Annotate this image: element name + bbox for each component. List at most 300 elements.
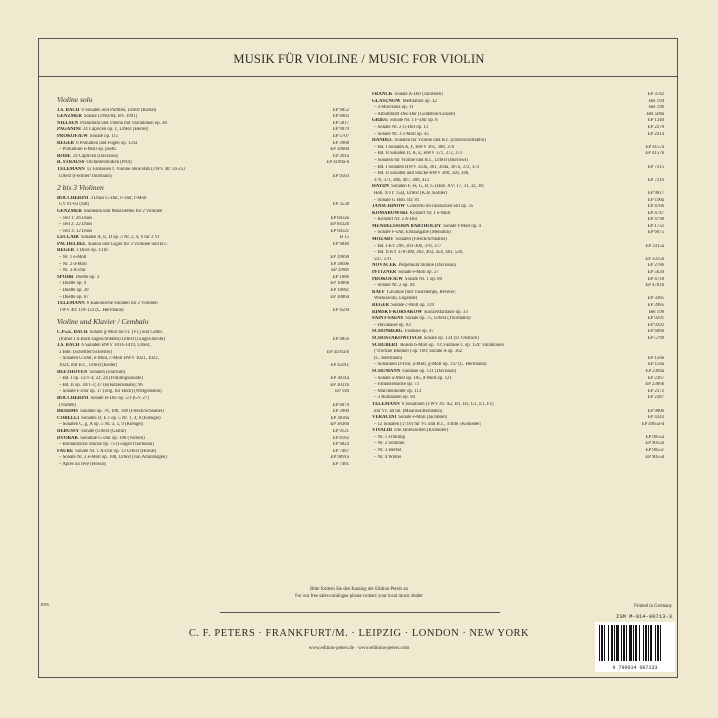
edition-number [660, 171, 664, 178]
work-title: Sonaten (Joachim) [89, 369, 126, 375]
edition-number: EP 9055d [645, 454, 664, 460]
work-title: – Sonate Nr. 2 op. 94 [374, 283, 415, 289]
catalogue-entry [372, 329, 664, 336]
edition-number: EP 1732 [647, 223, 664, 229]
work-title: Sonaten (Flesch/Schnabel) [395, 237, 447, 243]
work-title: – Teil 3: 12 Duos [59, 228, 93, 234]
work-title: 3 Duos op. 131b [76, 248, 108, 254]
catalogue-entry [372, 99, 664, 106]
edition-number: EP 4718 [647, 276, 664, 282]
barcode-bar [645, 625, 647, 661]
catalogue-entry [372, 428, 664, 435]
work-title: Präludium und Thema mit Variationen op. 48 [80, 120, 167, 126]
catalogue-entry [57, 436, 349, 443]
edition-number: EP 3969e [330, 261, 349, 267]
edition-number [345, 356, 349, 363]
edition-number: EP 4591c [330, 362, 349, 368]
work-title: 6 Sonaten und Partiten, Urtext (Rostal) [81, 107, 157, 113]
edition-number: EP 7487 [332, 448, 349, 454]
edition-number: EP 3031a [330, 376, 349, 382]
edition-number: EP 9846 [332, 241, 349, 247]
edition-number: Bel 194 [648, 98, 664, 104]
work-title: – Romantische Stücke op. 75 (Guigel/Thormann) [59, 442, 154, 448]
edition-number: EP 1086 [332, 274, 349, 280]
edition-number: EP 8162 [332, 435, 349, 441]
catalogue-note-english: For our free sales-catalogue please contact your local music dealer [295, 594, 423, 599]
work-title: Sonate op. 75, Urtext (Thormann) [405, 316, 471, 322]
catalogue-entry [57, 121, 349, 128]
barcode-bar [601, 625, 603, 661]
catalogue-entry [372, 277, 664, 284]
catalogue-entry [57, 268, 349, 275]
work-title: – Nr. 2 d-Moll [59, 261, 87, 267]
catalogue-entry [57, 147, 349, 154]
catalogue-entry [57, 216, 349, 223]
edition-number: EP 8432c [330, 228, 349, 234]
catalogue-entry [57, 108, 349, 115]
catalogue-entry [372, 296, 664, 303]
work-title: Duette op. 3 [75, 274, 100, 280]
work-title: Rondo h-Moll op. 70; Fantasie C op. 159; Variationen [400, 342, 504, 348]
edition-number: EP 3315b [645, 256, 664, 262]
work-title: Sonate op. 134 (D. Oistrach) [423, 335, 479, 341]
catalogue-entry [372, 132, 664, 139]
edition-number: EP 9055b [645, 441, 664, 447]
composer: FAURÉ [57, 448, 74, 454]
catalogue-entry [57, 383, 349, 390]
catalogue-entry [372, 409, 664, 416]
catalogue-entry [372, 105, 664, 112]
composer: BOCCHERINI [57, 395, 89, 401]
catalogue-entry [57, 248, 349, 255]
composer: TELEMANN [372, 401, 400, 407]
catalogue-entry [372, 336, 664, 343]
work-title: – Märchenbilder op. 113 [374, 388, 422, 394]
edition-number [345, 301, 349, 308]
work-title: Sonate e-Moll op. 27 [398, 270, 439, 276]
work-title: Fantasie op. 47 [404, 329, 434, 335]
ism-number: ISM M-014-00713-3 [615, 613, 672, 620]
composer: PFITZNER [372, 270, 397, 276]
barcode-bar [604, 625, 605, 661]
work-title: – Sonaten C, g, A op. 5 Nr. 3, 5, 9 (Klengel) [59, 422, 144, 428]
work-title: – Après un rêve (Howat) [59, 461, 107, 467]
catalogue-entry [372, 112, 664, 119]
composer: GLASUNOW [372, 98, 401, 104]
section-heading: Violine und Klavier / Cembalo [57, 317, 149, 327]
work-title: – Albumblatt Des-Dur (Goldstein/Gunzel) [374, 111, 456, 117]
composer: C.Ph.E. BACH [57, 330, 88, 335]
barcode-bar [608, 625, 609, 661]
work-title: – 3 Romanzen op. 94 [374, 395, 415, 401]
barcode-bars-icon [595, 622, 675, 664]
catalogue-entry [372, 217, 664, 224]
work-title: – Bd. II Sonaten und Stücke HWV 288, 358, 368, [374, 171, 470, 177]
composer: GRIEG [372, 118, 388, 124]
catalogue-entry [372, 455, 664, 462]
work-title: 3 Duos G-Dur, F-Dur, f-Moll [90, 195, 147, 201]
edition-number: EP 9824 [332, 442, 349, 448]
edition-number [345, 396, 349, 403]
catalogue-entry [372, 204, 664, 211]
work-title: – Nr. 4 Winter [374, 454, 402, 460]
work-title: – Duette op. 9 [59, 281, 87, 287]
composer: J.S. BACH [57, 107, 80, 113]
edition-number: Bel 198 [648, 309, 664, 315]
edition-number: EP 3836b [330, 422, 349, 428]
work-title: Sonaten op. 78, 100, 108 (Flesch/Schnabel) [80, 409, 164, 415]
catalogue-entry [372, 92, 664, 99]
catalogue-entry [372, 158, 664, 165]
work-title: – Bd. I KV 296, 301-306, 376, 377 [374, 243, 442, 249]
barcode-bar [626, 625, 627, 661]
edition-number: EP 4157a [645, 144, 664, 150]
catalogue-entry [372, 389, 664, 396]
edition-number: EP 3968 [332, 140, 349, 146]
edition-number: EP 9055a [645, 434, 664, 440]
edition-number: EP 6075 [647, 230, 664, 236]
catalogue-entry [372, 415, 664, 422]
composer: PROKOFJEW [372, 276, 403, 282]
barcode-bar [614, 625, 615, 661]
catalogue-entry [372, 310, 664, 317]
catalogue-entry [372, 316, 664, 323]
barcode-bar [648, 625, 649, 661]
catalogue-entry [372, 435, 664, 442]
catalogue-note-german: Bitte fordern Sie den Katalog der Edition Peters an [310, 587, 408, 592]
composer: HAYDN [372, 184, 390, 190]
work-title: – Duette op. 67 [59, 294, 89, 300]
edition-number: EP 3968d [330, 147, 349, 153]
composer: SCHUMANN [372, 368, 401, 374]
work-title: – Duette op. 39 [59, 288, 89, 294]
edition-number: EP 3900 [332, 409, 349, 415]
work-title: – Sonate Nr. 2 G-Dur op. 13 [374, 124, 429, 130]
catalogue-entry [372, 145, 664, 152]
composer: PACHELBEL [57, 241, 87, 247]
work-title: Cavatine (mit Vieuxtemps, Rêverie; [386, 289, 456, 295]
composer: CORELLI [57, 415, 80, 421]
catalogue-entry [372, 441, 664, 448]
edition-number: EP 2369a [645, 368, 664, 374]
work-title: – Sonaten G-Dur, e-Moll, c-Moll BWV 1021, 1023, [59, 356, 159, 362]
work-title: – Bd. II op. 30/1-3; 47 (Kreutzersonate); 96 [59, 382, 143, 388]
work-title: – Teil 1: 26 Duos [59, 215, 93, 221]
edition-number: EP 9006 [647, 408, 664, 414]
catalogue-entry [372, 244, 664, 251]
edition-number: EP 3836a [330, 415, 349, 421]
catalogue-entry [57, 242, 349, 249]
work-title: – Sonate F-Dur, Erstausgabe (Menuhin) [374, 230, 451, 236]
work-title: – Sonate Nr. 3 c-Moll op. 45 [374, 131, 429, 137]
title-rule [38, 76, 678, 77]
work-title: Meditation op. 32 [402, 98, 437, 104]
work-title: Sonaten F, es, G, B, G (Hob. XV: 17, 31, 32, 38; [391, 184, 485, 190]
work-title: 24 Capricen op. 1, Urtext (Herrel) [82, 127, 149, 133]
work-title: Sonate (Urtext (Garnir) [81, 428, 127, 434]
composer: RAFF [372, 289, 385, 295]
edition-number [345, 196, 349, 203]
edition-number: EP 4189a-h [326, 160, 349, 166]
edition-number [660, 158, 664, 165]
work-title: Urtext (Fechner/Thormann) [59, 173, 113, 179]
catalogue-entry [57, 202, 349, 209]
catalogue-entry [57, 409, 349, 416]
catalogue-entry [372, 349, 664, 356]
edition-number: EP 9055c [645, 448, 664, 454]
catalogue-entry [57, 442, 349, 449]
catalogue-entry [57, 255, 349, 262]
edition-number [660, 184, 664, 191]
edition-number: EP 281a [333, 153, 349, 159]
work-title: – Bd. I Sonaten A, F, HWV 361, 368, 370 [374, 144, 455, 150]
catalogue-entry [57, 114, 349, 121]
work-title: Sonaten A, E, D op. 3 Nr. 2, 4, 6 für 2 Vl. [80, 235, 161, 241]
edition-number [345, 330, 349, 337]
work-title: 24 Capricen (Davisson) [72, 153, 119, 159]
work-title: – Präludium e-Moll op. posth. [59, 147, 117, 153]
catalogue-entry [57, 455, 349, 462]
work-title: – Bd. II KV 378-380, 402, 403, 454, 481, 526, [374, 250, 464, 256]
work-title: (Vorbeli) [59, 402, 77, 408]
catalogue-entry [57, 356, 349, 363]
edition-number [660, 349, 664, 356]
work-title: 1024, mit B.c., Urtext (Keller) [59, 362, 118, 368]
barcode-bar [616, 625, 619, 661]
work-title: 547, 570 [374, 256, 391, 262]
edition-number: EP 2786 [647, 263, 664, 269]
work-title: – Fantasiestücke op. 73 [374, 382, 420, 388]
catalogue-entry [57, 376, 349, 383]
edition-number: EP 1086c [330, 288, 349, 294]
work-title: 370, 371, 406, 407, 408, 412 [374, 177, 430, 183]
catalogue-entry [57, 196, 349, 203]
catalogue-entry [57, 363, 349, 370]
work-title: Sonaten für Violine und B.c. (Davisson/Ramin) [394, 138, 486, 144]
work-title: – Sonatinen D-Dur, a-Moll, g-Moll op. 137 (C. Herrmann) [374, 362, 487, 368]
catalogue-entry [57, 462, 349, 469]
edition-number: EP 2367 [647, 375, 664, 381]
composer: JANSCHINOW [372, 204, 406, 210]
edition-number: EP 6060 [647, 329, 664, 335]
barcode-bar [635, 625, 637, 661]
barcode-bar [633, 625, 634, 661]
edition-number [345, 209, 349, 216]
catalogue-entry [372, 257, 664, 264]
edition-number: EP 1086d [330, 294, 349, 300]
composer: GENZMER [57, 114, 82, 120]
catalogue-entry [372, 138, 664, 145]
edition-number: EP 9121 [332, 428, 349, 434]
section-heading: Violine solo [57, 95, 93, 104]
composer: KOMAROWSKI [372, 210, 408, 216]
work-title: – Sonate G Hob. III: 81 [374, 197, 420, 203]
work-title: – Sonate a-Moll op. 105, d-Moll op. 121 [374, 375, 452, 381]
edition-number [345, 370, 349, 377]
edition-number [660, 138, 664, 145]
work-title: Sonate g-Moll für Fl. (Vl.) und Cemb. [89, 330, 164, 335]
composer: SCHÖNBERG [372, 329, 403, 335]
catalogue-entry [372, 369, 664, 376]
edition-number: EP 2279 [647, 124, 664, 130]
composer: REGER [57, 140, 75, 146]
edition-number: EP 1086b [330, 281, 349, 287]
barcode [595, 622, 675, 672]
work-title: – Konzert Nr. 2 A-Dur [374, 217, 418, 223]
edition-number: EP 9856 [332, 336, 349, 342]
catalogue-entry [57, 229, 349, 236]
edition-number: EP 3538 [332, 202, 349, 208]
work-title: 6 Sonatinen (TWV 41: A2, B1, D2, G1, E1, F1) [401, 401, 494, 407]
work-title: Sonate (1983/84, rev. 1991) [83, 114, 138, 120]
edition-number [660, 250, 664, 257]
edition-number [660, 290, 664, 297]
composer: TELEMANN [57, 301, 85, 307]
work-title: – Nr. 3 Herbst [374, 448, 402, 454]
edition-number: EP 4591a/b [326, 349, 349, 355]
edition-number [660, 237, 664, 244]
composer: REGER [372, 303, 390, 308]
catalogue-entry [372, 198, 664, 205]
work-title: Fantasie op. 131 (Davisson) [402, 368, 457, 374]
work-title: Sonate B-Dur op. 5/3 (GV 27) [90, 395, 149, 401]
work-title: – 12 Sonaten (1716) für Vl. und B.c., 4 Bde. (Kolneder) [374, 421, 482, 427]
catalogue-entry [372, 376, 664, 383]
catalogue-entry [57, 337, 349, 344]
catalogue-entry [372, 356, 664, 363]
catalogue-entry [372, 184, 664, 191]
work-title: Sonate Nr. 1 op. 80 [404, 276, 442, 282]
edition-number: Bel 196 [648, 105, 664, 111]
work-title: – Teil 2: 22 Duos [59, 222, 93, 228]
composer: DVOŘÁK [57, 435, 79, 441]
edition-number: EP 3985 [647, 303, 664, 308]
catalogue-entry [57, 275, 349, 282]
work-title: – Nr. 3 A-Dur [59, 268, 86, 274]
composer: HÄNDEL [372, 138, 393, 144]
composer: BOCCHERINI [57, 195, 89, 201]
work-title: – Nr. 1 Frühling [374, 434, 405, 440]
composer: PROKOFJEW [57, 133, 88, 139]
catalogue-entry [57, 295, 349, 302]
work-title: – 4 Morceaux op. 11 [374, 105, 414, 111]
composer: NOVÁČEK [372, 263, 397, 269]
composer: GENZMER [57, 208, 82, 214]
work-title: – Sonate Nr. 2 e-Moll op. 108, Urtext (van Aminmagen) [59, 455, 167, 461]
catalogue-entry [372, 303, 664, 310]
publisher-url: www.edition-peters.de · www.editions-peters.com [308, 646, 410, 651]
work-title: – Havanaise op. 83 [374, 322, 411, 328]
edition-number: EP 7315 [647, 164, 664, 170]
edition-number: EP 3385 [647, 296, 664, 302]
catalogue-entry [57, 370, 349, 377]
printed-in: Printed in Germany [634, 604, 672, 609]
edition-number: EP 4594 [332, 307, 349, 313]
composer: BEETHOVEN [57, 369, 88, 375]
composer: SPOHR [57, 274, 74, 280]
catalogue-entry [372, 178, 664, 185]
work-title: TWV 40: 118-123 (C. Herrmann) [59, 307, 124, 313]
work-title: – Bd. I op. 12/1-3; 23; 24 (Frühlingssonate) [59, 376, 143, 382]
barcode-bar [655, 625, 656, 661]
edition-number: EP 2387 [647, 395, 664, 401]
edition-number: EP 4965a-d [641, 421, 664, 427]
catalogue-left-column [57, 92, 349, 468]
work-title: – Nr. 1 e-Moll [59, 255, 87, 261]
edition-number [345, 248, 349, 255]
section-heading: 2 bis 3 Violinen [57, 183, 104, 193]
barcode-bar [660, 625, 661, 661]
composer: LECLAIR [57, 235, 79, 241]
catalogue-entry [57, 167, 349, 174]
catalogue-entry [372, 402, 664, 409]
catalogue-entry [57, 396, 349, 403]
edition-number: EP 8683 [332, 114, 349, 120]
catalogue-entry [57, 449, 349, 456]
barcode-bar [629, 625, 632, 661]
catalogue-entry [372, 270, 664, 277]
edition-number: EP 8079 [332, 402, 349, 408]
work-title: Wieniawski, Legende) [374, 296, 418, 302]
catalogue-entry [57, 134, 349, 141]
edition-number: EP 3315a [645, 243, 664, 249]
composer: RODE [57, 153, 71, 159]
barcode-bar [611, 625, 613, 661]
edition-number: EP 3742 [647, 92, 664, 97]
work-title: Sonate op. 115 [89, 133, 119, 139]
edition-number: EP 9852 [332, 107, 349, 113]
catalogue-entry [57, 281, 349, 288]
catalogue-right-column [372, 92, 664, 461]
edition-number: EP 8432b [330, 222, 349, 228]
work-title: mit Vc. ad lib. (Maurusa/Bernstein) [374, 408, 443, 414]
work-title: 6 Kanonische Sonaten für 2 Violinen [86, 301, 158, 307]
edition-number: EP 7481 [332, 461, 349, 467]
edition-number: EP 2366b [645, 382, 664, 388]
barcode-bar [599, 625, 600, 661]
catalogue-entry [372, 250, 664, 257]
work-title: – Bd. I Sonaten HWV 359a, 361, 364a, 367a, 372, 373 [374, 164, 480, 170]
catalogue-entry [57, 288, 349, 295]
catalogue-entry [57, 429, 349, 436]
catalogue-entry [57, 262, 349, 269]
composer: VIVALDI [372, 428, 393, 434]
composer: REGER [57, 248, 75, 254]
edition-number: EP 5817 [332, 120, 349, 126]
work-title: Perpetuum mobile (Davisson) [398, 263, 457, 269]
catalogue-entry [57, 174, 349, 181]
edition-number: EP 9891a [330, 455, 349, 461]
edition-number: EP 9617 [647, 190, 664, 196]
composer: SCHUBERT [372, 342, 399, 348]
edition-number: Bel 508a [646, 111, 664, 117]
edition-number: EP 1340 [647, 118, 664, 124]
catalogue-entry [57, 222, 349, 229]
edition-number [660, 402, 664, 409]
work-title: – Sonaten für Violine und B.c., Urtext (Burrows) [374, 157, 468, 163]
catalogue-entry [372, 362, 664, 369]
catalogue-entry [372, 171, 664, 178]
edition-number: EP 4790 [647, 217, 664, 223]
work-title: GV 61-63 (Sitt) [59, 202, 90, 208]
edition-number: EP 4157b [645, 151, 664, 157]
catalogue-entry [372, 422, 664, 429]
barcode-bar [621, 625, 622, 661]
composer: DEBUSSY [57, 428, 80, 434]
composer: MENDELSSOHN BARTHOLDY [372, 223, 442, 229]
work-title: Sonate f-Moll op. 4 [443, 223, 481, 229]
work-title: Kanon und Gigue für 3 Violinen und B.c. [88, 241, 168, 247]
